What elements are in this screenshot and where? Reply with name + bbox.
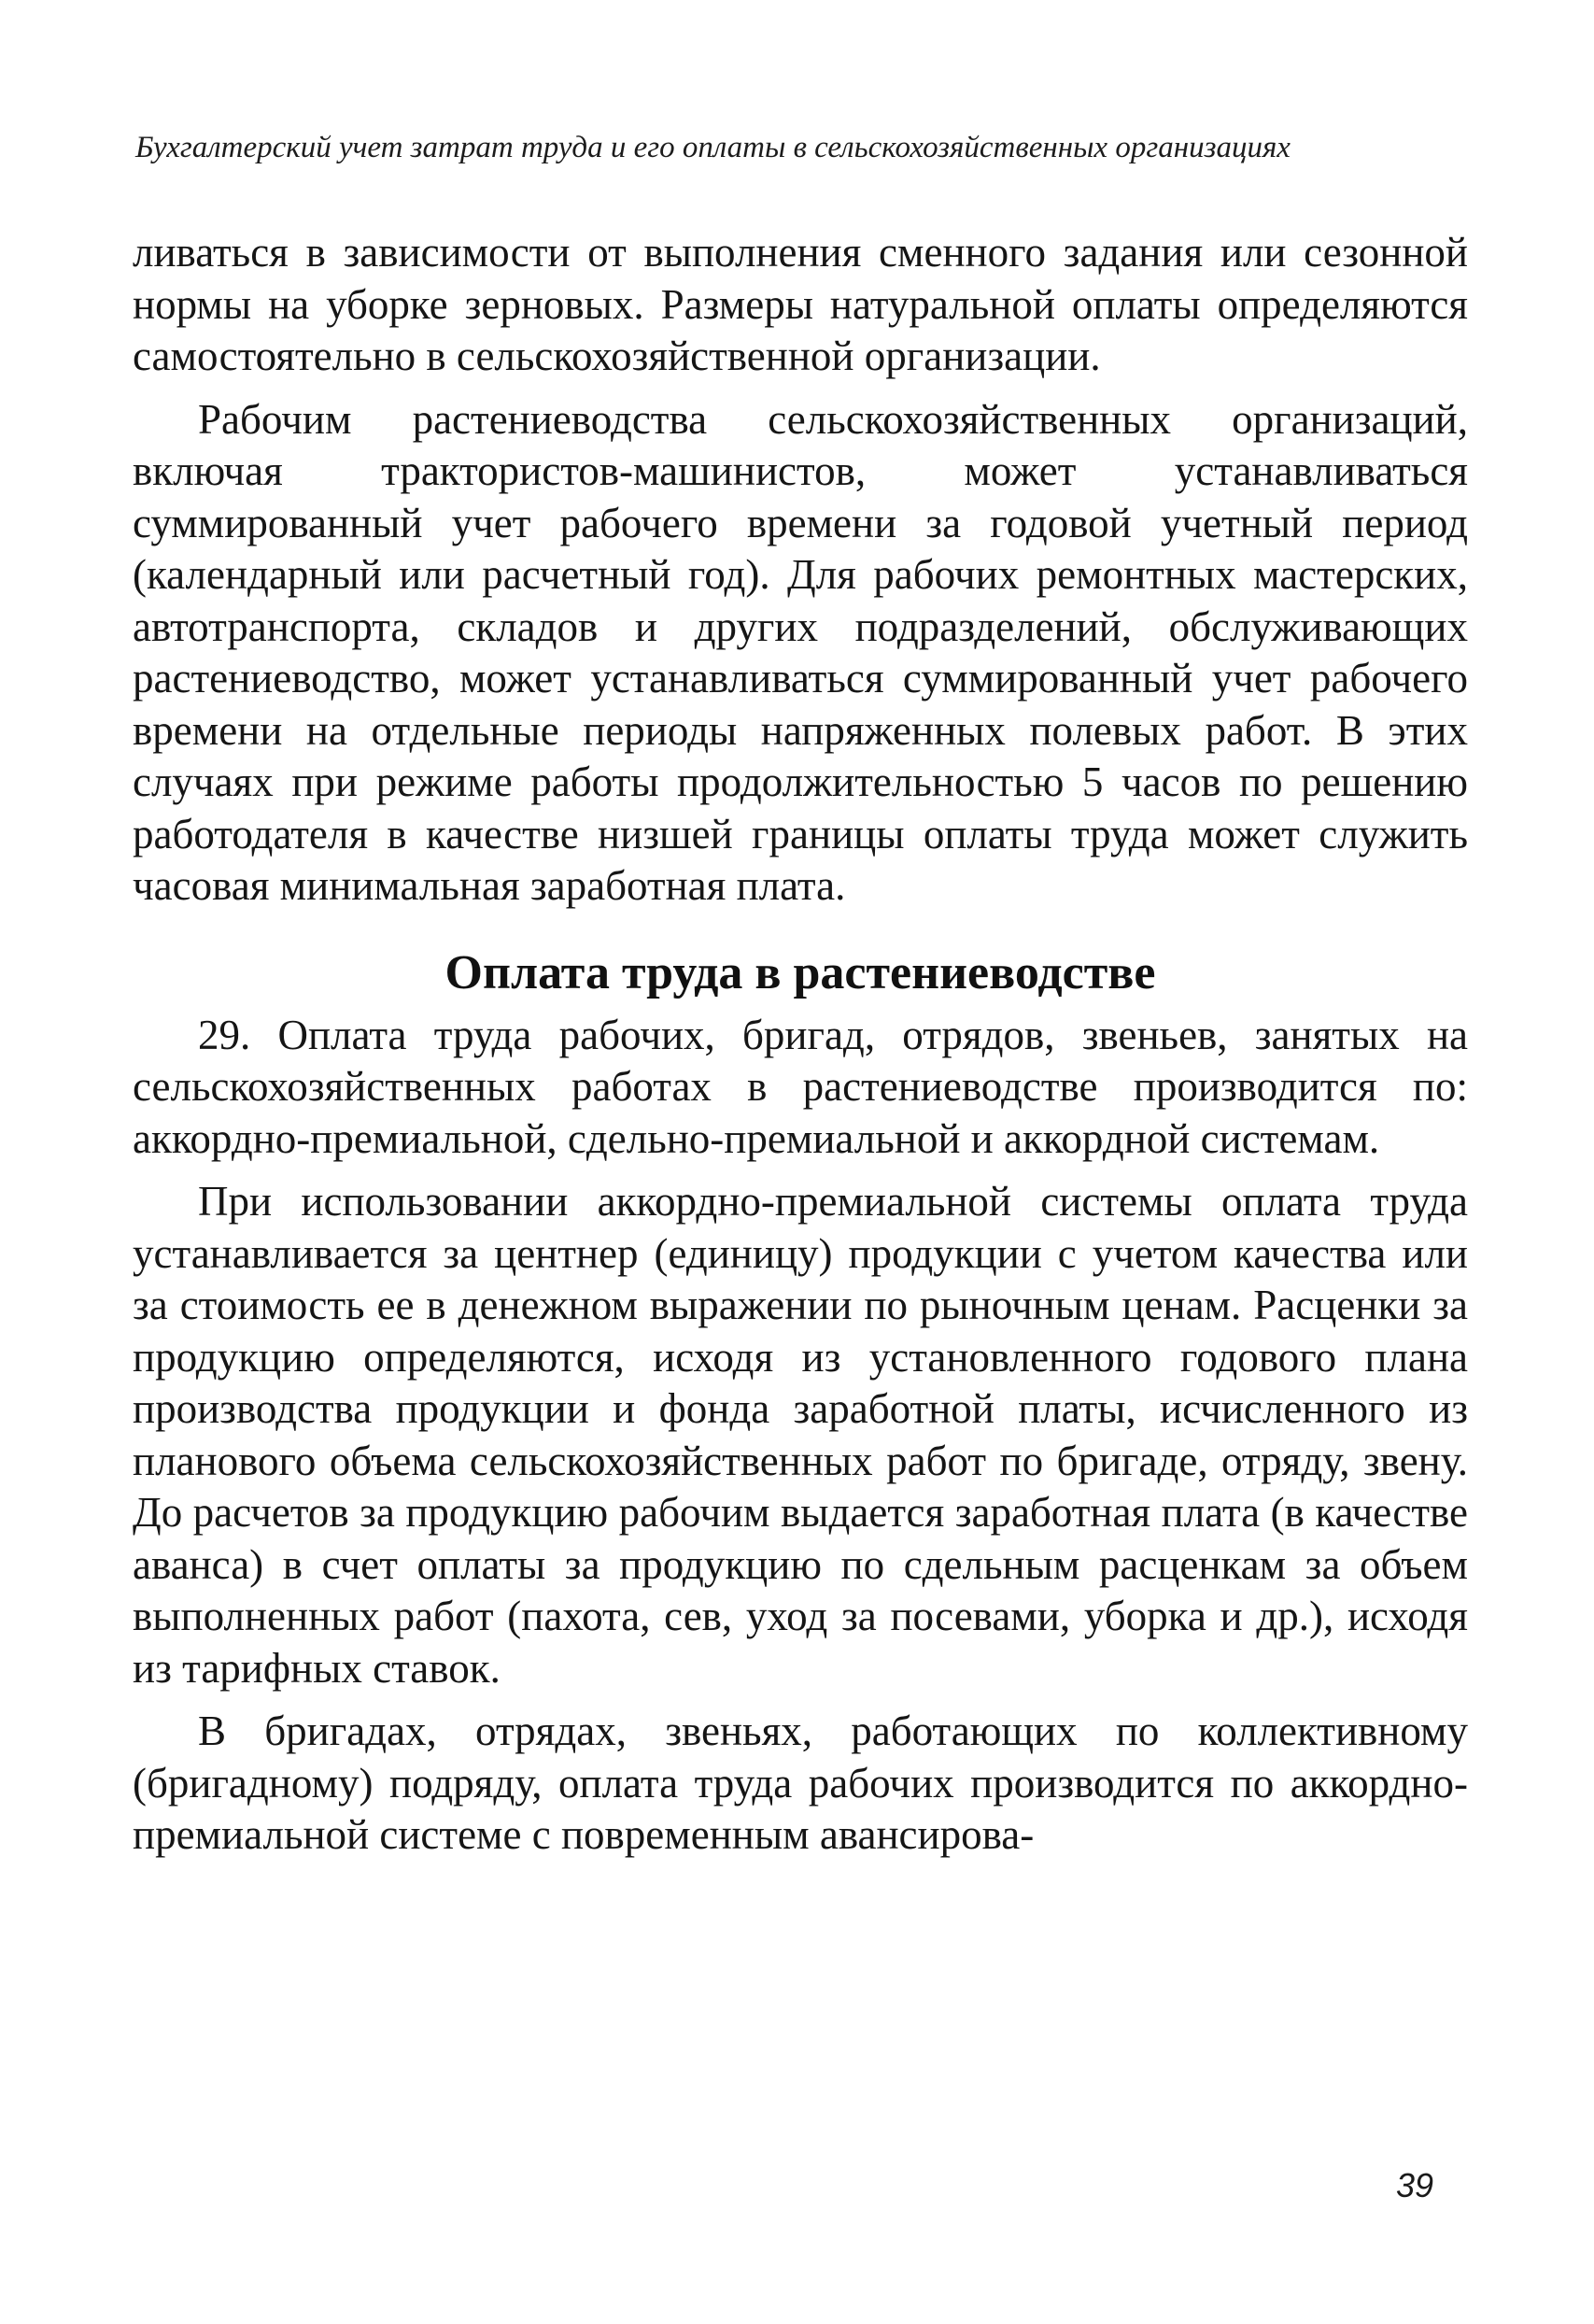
paragraph-brigade-contract: В бригадах, отрядах, звеньях, работающих по коллективному (бригадному) подряду, оплата труда рабочих производится по аккордно-премиальной системе с повременным авансирова- xyxy=(133,1708,1468,1858)
section-heading: Оплата труда в растениеводстве xyxy=(444,945,1156,999)
body-text xyxy=(133,227,1468,1862)
page-number: 39 xyxy=(1396,2166,1434,2204)
paragraph-work-time-accounting: Рабочим растениеводства сельскохозяйственных организаций, включая трактористов-машинистов, может устанавливаться суммированный учет рабочего времени за годовой учетный период (календарный или расчетный год). Для рабочих ремонтных мастерских, автотранспорта, складов и других подразделений, обслуживающих растениеводство, может устанавливаться суммированный учет рабочего времени на отдельные периоды напряженных полевых работ. В этих случаях при режиме работы продолжительностью 5 часов по решению работодателя в качестве низшей границы оплаты труда может служить часовая минимальная заработная плата. xyxy=(133,395,1468,909)
paragraph-continuation: ливаться в зависимости от выполнения сменного задания или сезонной нормы на уборке зерновых. Размеры натуральной оплаты определяются самостоятельно в сельскохозяйственной организации. xyxy=(133,229,1468,379)
paragraph-item-29: 29. Оплата труда рабочих, бригад, отрядов, звеньев, занятых на сельскохозяйственных работах в растениеводстве производится по: аккордно-премиальной, сдельно-премиальной и аккордной системам. xyxy=(133,1011,1468,1162)
paragraph-accord-premium-system: При использовании аккордно-премиальной системы оплата труда устанавливается за центнер (единицу) продукции с учетом качества или за стоимость ее в денежном выражении по рыночным ценам. Расценки за продукцию определяются, исходя из установленного годового плана производства продукции и фонда заработной платы, исчисленного из планового объема сельскохозяйственных работ по бригаде, отряду, звену. До расчетов за продукцию рабочим выдается заработная плата (в качестве аванса) в счет оплаты за продукцию по сдельным расценкам за объем выполненных работ (пахота, сев, уход за посевами, уборка и др.), исходя из тарифных ставок. xyxy=(133,1178,1468,1692)
running-header: Бухгалтерский учет затрат труда и его оплаты в сельскохозяйственных организациях xyxy=(135,131,1291,164)
